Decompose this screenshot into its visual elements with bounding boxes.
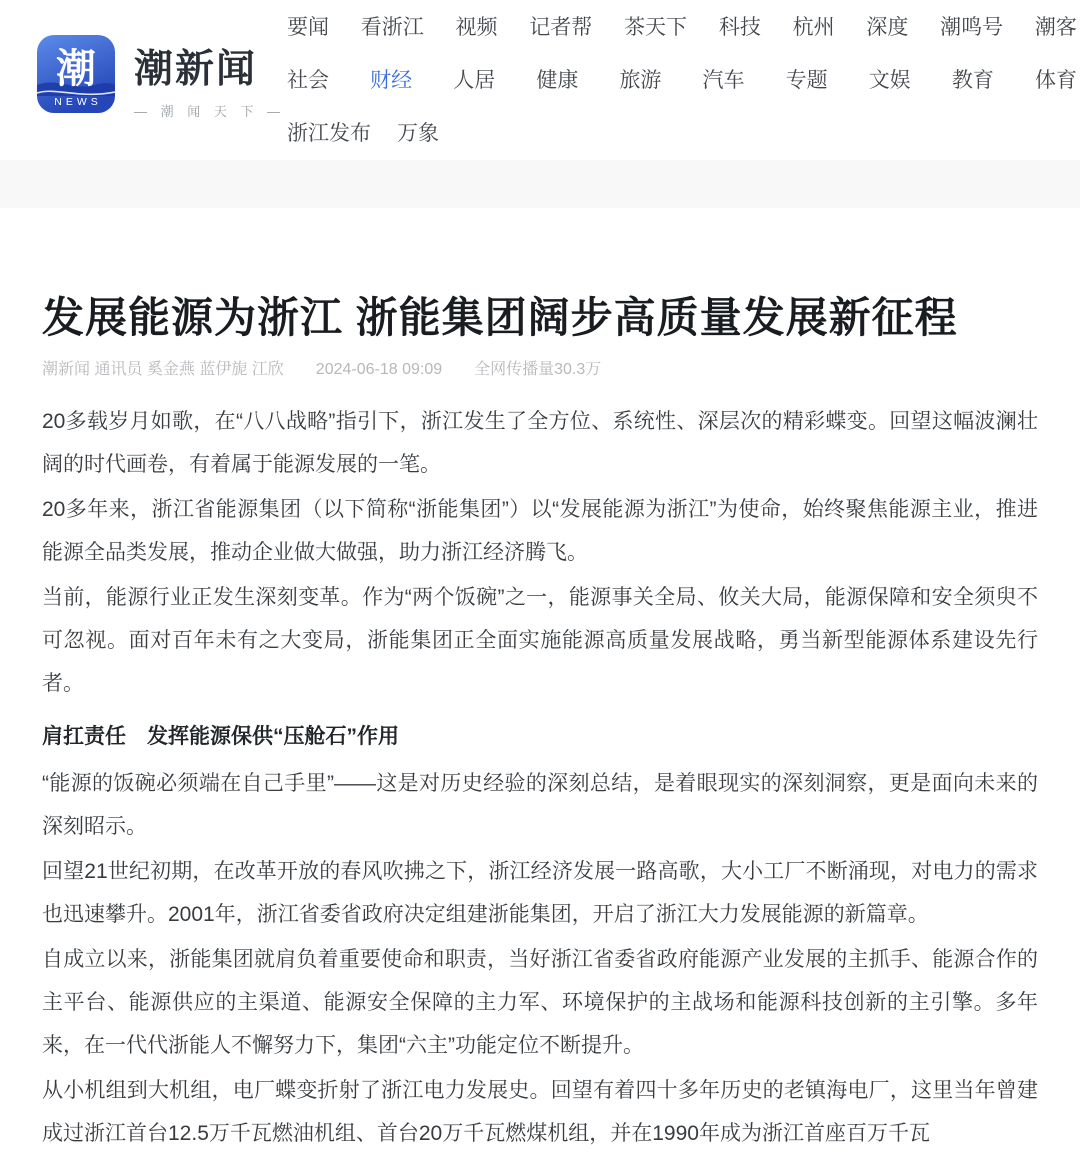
logo-chao-glyph: 潮 <box>56 46 96 91</box>
nav-item-shipin[interactable]: 视频 <box>455 16 498 39</box>
paragraph-7: 从小机组到大机组，电厂蝶变折射了浙江电力发展史。回望有着四十多年历史的老镇海电厂，这里当年曾建成过浙江首台12.5万千瓦燃油机组、首台20万千瓦燃煤机组，并在1990年成为浙江首座百万千瓦 <box>42 1079 1038 1145</box>
nav-item-caijing-active[interactable]: 财经 <box>370 69 413 92</box>
nav-item-wanxiang[interactable]: 万象 <box>397 122 439 145</box>
nav-item-qiche[interactable]: 汽车 <box>702 69 745 92</box>
nav-item-wenyu[interactable]: 文娱 <box>868 69 911 92</box>
paragraph-1: 20多载岁月如歌，在“八八战略”指引下，浙江发生了全方位、系统性、深层次的精彩蝶变。回望这幅波澜壮阔的时代画卷，有着属于能源发展的一笔。 <box>42 410 1038 476</box>
paragraph-5: 回望21世纪初期，在改革开放的春风吹拂之下，浙江经济发展一路高歌，大小工厂不断涌现，对电力的需求也迅速攀升。2001年，浙江省委省政府决定组建浙能集团，开启了浙江大力发展能源的新篇章。 <box>42 860 1038 926</box>
paragraph-2: 20多年来，浙江省能源集团（以下简称“浙能集团”）以“发展能源为浙江”为使命，始终聚焦能源主业，推进能源全品类发展，推动企业做大做强，助力浙江经济腾飞。 <box>42 498 1038 564</box>
nav-row-3 <box>287 120 1077 148</box>
article-datetime: 2024-06-18 09:09 <box>315 361 443 378</box>
nav-item-chaominghao[interactable]: 潮鸣号 <box>940 16 1004 39</box>
nav-item-chaoke[interactable]: 潮客 <box>1034 16 1077 39</box>
brand-tagline: — 潮 闻 天 下 — <box>134 103 286 119</box>
article-views: 全网传播量30.3万 <box>474 361 602 378</box>
article-title: 发展能源为浙江 浙能集团阔步高质量发展新征程 <box>42 294 958 341</box>
brand-text <box>134 35 285 120</box>
paragraph-6: 自成立以来，浙能集团就肩负着重要使命和职责，当好浙江省委省政府能源产业发展的主抓手、能源合作的主平台、能源供应的主渠道、能源安全保障的主力军、环境保护的主战场和能源科技创新的主引擎。多年来，在一代代浙能人不懈努力下，集团“六主”功能定位不断提升。 <box>42 948 1038 1057</box>
nav-item-jiankang[interactable]: 健康 <box>536 69 579 92</box>
brand-logo[interactable] <box>37 35 285 120</box>
article-authors: 潮新闻 通讯员 奚金燕 蓝伊旎 江欣 <box>42 361 284 378</box>
nav-item-jizhebang[interactable]: 记者帮 <box>529 16 593 39</box>
nav-row-1 <box>287 14 1077 42</box>
nav-item-zhuanti[interactable]: 专题 <box>785 69 828 92</box>
article-meta <box>42 359 1038 381</box>
nav-item-hangzhou[interactable]: 杭州 <box>792 16 835 39</box>
nav-row-2 <box>287 67 1077 95</box>
nav-item-jiaoyu[interactable]: 教育 <box>951 69 994 92</box>
nav-item-kanzhejiang[interactable]: 看浙江 <box>360 16 424 39</box>
article <box>0 208 1080 1155</box>
brand-name: 潮新闻 <box>134 48 258 91</box>
article-body <box>42 400 1038 1155</box>
main-nav <box>287 14 1077 148</box>
logo-news-text: NEWS <box>54 96 102 108</box>
section-heading: 肩扛责任 发挥能源保供“压舱石”作用 <box>42 725 399 748</box>
nav-item-keji[interactable]: 科技 <box>718 16 761 39</box>
nav-item-zhejiangfabu[interactable]: 浙江发布 <box>287 122 371 145</box>
site-header <box>0 0 1080 160</box>
nav-item-shendu[interactable]: 深度 <box>866 16 909 39</box>
paragraph-4: “能源的饭碗必须端在自己手里”——这是对历史经验的深刻总结，是着眼现实的深刻洞察，更是面向未来的深刻昭示。 <box>42 772 1038 838</box>
nav-item-lvyou[interactable]: 旅游 <box>619 69 662 92</box>
nav-item-shehui[interactable]: 社会 <box>287 69 329 92</box>
nav-item-yaowen[interactable]: 要闻 <box>287 16 329 39</box>
nav-item-tiyu[interactable]: 体育 <box>1034 69 1077 92</box>
nav-item-chatianxia[interactable]: 茶天下 <box>624 16 688 39</box>
nav-item-renju[interactable]: 人居 <box>453 69 496 92</box>
banner-strip <box>0 160 1080 208</box>
paragraph-3: 当前，能源行业正发生深刻变革。作为“两个饭碗”之一，能源事关全局、攸关大局，能源保障和安全须臾不可忽视。面对百年未有之大变局，浙能集团正全面实施能源高质量发展战略，勇当新型能源体系建设先行者。 <box>42 586 1038 695</box>
chao-news-logo-icon <box>37 35 115 113</box>
